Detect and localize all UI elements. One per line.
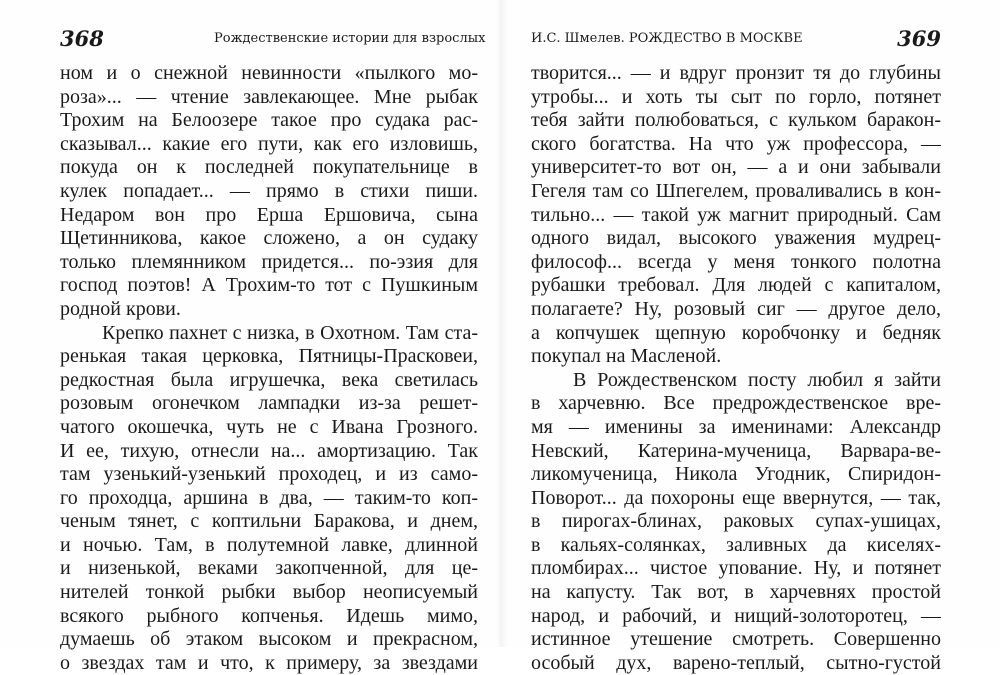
text-line: только племянником придется... по-эзия для [60, 250, 478, 273]
left-body-text [60, 62, 478, 675]
text-line: тильно... — такой уж магнит природный. Сам [531, 203, 941, 226]
text-line: утробы... и хоть ты сыт по горло, потянет [531, 85, 941, 108]
text-line: розовым огонечком лампадки из-за решет- [60, 392, 478, 415]
text-line: Недаром вон про Ерша Ершовича, сына [60, 203, 478, 226]
right-running-head [531, 26, 941, 56]
text-line: ского богатства. На что уж профессора, — [531, 132, 941, 155]
right-body-text [531, 62, 941, 675]
text-line: истинное утешение смотреть. Совершенно [531, 628, 941, 651]
text-line: тебя зайти полюбоваться, с кульком баракон- [531, 109, 941, 132]
text-line: рубашки требовал. Для людей с капиталом, [531, 274, 941, 297]
right-page-number: 369 [897, 26, 941, 51]
text-line: го проходца, аршина в два, — таким-то коп- [60, 486, 478, 509]
text-line: народ, и рабочий, и нищий-золоторотец, — [531, 604, 941, 627]
text-line: редкостная была игрушечка, века светилась [60, 368, 478, 391]
text-line: на капусту. Так вот, в харчевнях простой [531, 581, 941, 604]
text-line: в пирогах-блинах, раковых супах-ушицах, [531, 510, 941, 533]
text-line: особый дух, варено-теплый, сытно-густой [531, 651, 941, 674]
text-line: философ... всегда у меня тонкого полотна [531, 250, 941, 273]
text-line: мя — именины за именинами: Александр [531, 415, 941, 438]
paragraph-start-line: Крепко пахнет с низка, в Охотном. Там ста- [102, 321, 478, 344]
text-line: а копчушек щепную коробчонку и бедняк [531, 321, 941, 344]
text-line: думаешь об этаком высоком и прекрасном, [60, 628, 478, 651]
text-line: сказывал... какие его пути, как его изловишь, [60, 132, 478, 155]
text-line: о звездах там и что, к примеру, за звездами [60, 651, 478, 674]
text-line: и низенькой, веками закопченной, для це- [60, 557, 478, 580]
text-line: господ поэтов! А Трохим-то тот с Пушкиным [60, 274, 478, 297]
book-gutter [496, 0, 508, 647]
right-page [531, 0, 941, 674]
text-line: кулек попадает... — прямо в стихи пиши. [60, 179, 478, 202]
text-line: И ее, тихую, отнесли на... амортизацию. Так [60, 439, 478, 462]
right-running-title: И.С. Шмелев. РОЖДЕСТВО В МОСКВЕ [531, 31, 803, 46]
text-line: Невский, Катерина-мученица, Варвара-ве- [531, 439, 941, 462]
text-line: ном и о снежной невинности «пылкого мо- [60, 62, 478, 84]
left-running-title: Рождественские истории для взрослых [214, 31, 486, 46]
text-line: полагаете? Ну, розовый сиг — другое дело, [531, 297, 941, 320]
left-running-head [60, 26, 486, 56]
left-page [60, 0, 486, 674]
text-line: пломбирах... чистое упование. Ну, и потянет [531, 557, 941, 580]
text-line: там узенький-узенький проходец, и из само- [60, 463, 478, 486]
paragraph-end-line: покупал на Масленой. [531, 345, 722, 368]
text-line: всякого рыбного копченья. Идешь мимо, [60, 604, 478, 627]
text-line: в харчевню. Все предрождественское вре- [531, 392, 941, 415]
text-line: Трохим на Белоозере такое про судака рас- [60, 109, 478, 132]
paragraph-end-line: родной крови. [60, 297, 181, 320]
text-line: покуда он к последней покупательнице в [60, 156, 478, 179]
text-line: и ночью. Там, в полутемной лавке, длинной [60, 533, 478, 556]
text-line: ликомученица, Никола Угодник, Спиридон- [531, 463, 941, 486]
text-line: университет-то вот он, — а и они забывали [531, 156, 941, 179]
paragraph-start-line: В Рождественском посту любил я зайти [573, 368, 941, 391]
text-line: Поворот... да похороны еще ввернутся, — так, [531, 486, 941, 509]
text-line: Щетинникова, какое сложено, а он судаку [60, 227, 478, 250]
text-line: в кальях-солянках, заливных да киселях- [531, 533, 941, 556]
text-line: роза»... — чтение завлекающее. Мне рыбак [60, 85, 478, 108]
text-line: ренькая такая церковка, Пятницы-Прасковеи, [60, 345, 478, 368]
text-line: чатого окошечка, чуть не с Ивана Грозного. [60, 415, 478, 438]
text-line: творится... — и вдруг пронзит тя до глубины [531, 62, 941, 84]
text-line: Гегеля там со Шпегелем, проваливались в кон- [531, 179, 941, 202]
text-line: ченым тянет, с коптильни Баракова, и днем, [60, 510, 478, 533]
text-line: одного видал, высокого уважения мудрец- [531, 227, 941, 250]
text-line: нителей тонкой рыбки выбор неописуемый [60, 581, 478, 604]
left-page-number: 368 [60, 26, 104, 51]
